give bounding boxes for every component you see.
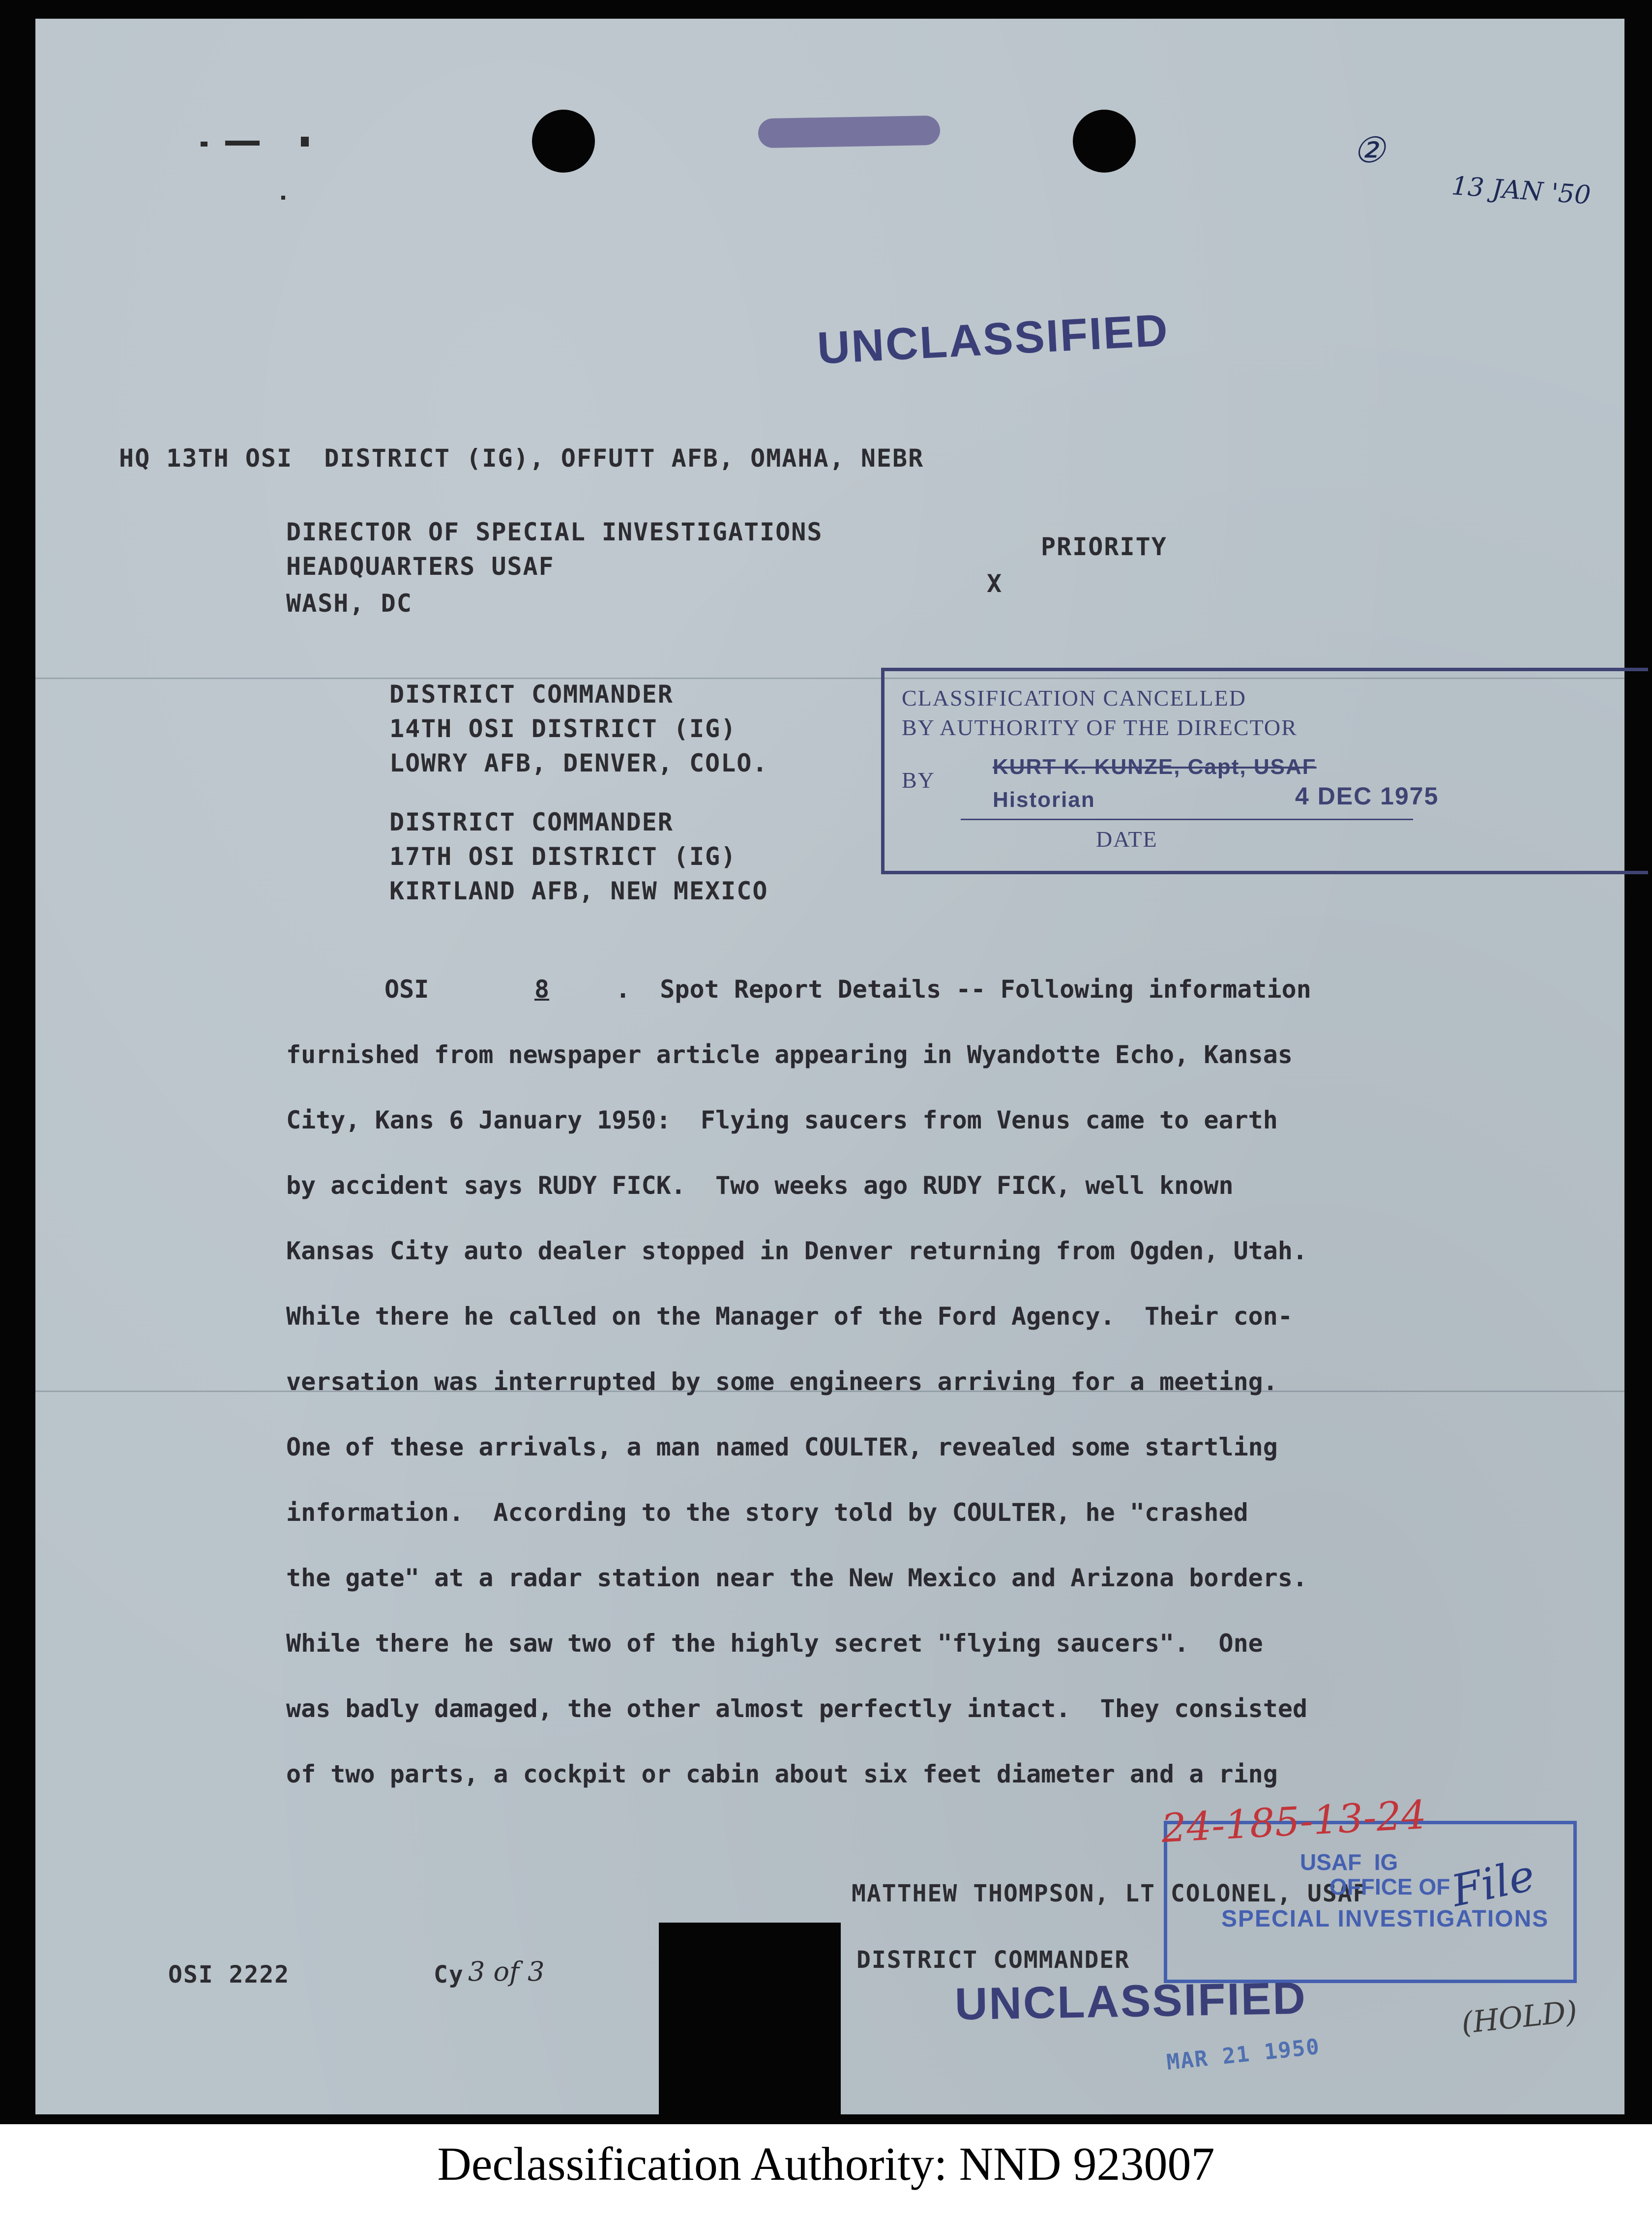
body-line-13: of two parts, a cockpit or cabin about six feet diameter and a ring: [286, 1760, 1278, 1788]
body-line-1: . Spot Report Details -- Following information: [616, 975, 1311, 1004]
punch-hole-right: [1073, 110, 1136, 173]
body-line-7: versation was interrupted by some engineers arriving for a meeting.: [286, 1367, 1278, 1396]
cancel-stamp-date-label: DATE: [1096, 827, 1158, 852]
copy1-line-2: 14TH OSI DISTRICT (IG): [389, 714, 737, 743]
body-line-3: City, Kans 6 January 1950: Flying saucers from Venus came to earth: [286, 1106, 1278, 1134]
copy2-line-3: KIRTLAND AFB, NEW MEXICO: [389, 877, 768, 905]
speck: [201, 142, 207, 147]
declassification-caption: Declassification Authority: NND 923007: [437, 2137, 1215, 2190]
priority-label: PRIORITY: [1041, 533, 1167, 561]
signature-name: MATTHEW THOMPSON, LT COLONEL, USAF: [852, 1880, 1368, 1907]
cancel-stamp-line-1: CLASSIFICATION CANCELLED: [902, 685, 1246, 711]
copy-of: 3 of 3: [468, 1956, 545, 1987]
cancel-stamp-name: KURT K. KUNZE, Capt, USAF: [993, 755, 1317, 779]
file-note-handwritten: File: [1447, 1849, 1539, 1917]
signature-title: DISTRICT COMMANDER: [856, 1946, 1130, 1974]
punch-hole-left: [532, 110, 595, 173]
received-date-stamp: MAR 21 1950: [1165, 2034, 1322, 2076]
body-line-9: information. According to the story told by COULTER, he "crashed: [286, 1498, 1248, 1527]
file-number-handwritten: 24-185-13-24: [1160, 1791, 1428, 1852]
cancel-stamp-line-2: BY AUTHORITY OF THE DIRECTOR: [902, 715, 1298, 740]
copy-prefix: Cy: [434, 1961, 464, 1988]
hold-note: (HOLD): [1459, 1994, 1579, 2041]
priority-mark: X: [987, 569, 1003, 598]
handwritten-date: 13 JAN '50: [1450, 171, 1592, 210]
addressee-line-1: DIRECTOR OF SPECIAL INVESTIGATIONS: [286, 518, 823, 546]
cancel-stamp-by-label: BY: [902, 768, 935, 793]
form-number: OSI 2222: [168, 1961, 290, 1988]
cancel-stamp-rule: [961, 819, 1413, 820]
unclassified-stamp-bottom: UNCLASSIFIED: [954, 1973, 1307, 2030]
osi-prefix: OSI: [384, 975, 429, 1004]
copy1-line-3: LOWRY AFB, DENVER, COLO.: [389, 749, 768, 777]
unclassified-stamp-top: UNCLASSIFIED: [816, 305, 1170, 374]
osi-number: 8: [534, 975, 550, 1004]
document-page: [35, 19, 1624, 2114]
copy1-line-1: DISTRICT COMMANDER: [389, 680, 674, 709]
usaf-stamp-line-2: OFFICE OF: [1329, 1874, 1450, 1899]
ink-smudge: [758, 116, 941, 148]
body-line-2: furnished from newspaper article appearing in Wyandotte Echo, Kansas: [286, 1040, 1293, 1069]
speck: [225, 141, 260, 146]
cancel-stamp-date: 4 DEC 1975: [1295, 782, 1439, 810]
page-cutout: [659, 1923, 841, 2124]
body-line-10: the gate" at a radar station near the New Mexico and Arizona borders.: [286, 1564, 1308, 1592]
case-number: ②: [1353, 129, 1385, 171]
body-line-12: was badly damaged, the other almost perfectly intact. They consisted: [286, 1694, 1308, 1723]
speck: [281, 196, 285, 200]
body-line-4: by accident says RUDY FICK. Two weeks ago RUDY FICK, well known: [286, 1171, 1234, 1200]
from-line: HQ 13TH OSI DISTRICT (IG), OFFUTT AFB, OMAHA, NEBR: [119, 444, 924, 473]
body-line-5: Kansas City auto dealer stopped in Denver returning from Ogden, Utah.: [286, 1237, 1308, 1265]
body-line-8: One of these arrivals, a man named COULTER, revealed some startling: [286, 1433, 1278, 1461]
addressee-line-3: WASH, DC: [286, 589, 413, 618]
copy2-line-1: DISTRICT COMMANDER: [389, 808, 674, 836]
addressee-line-2: HEADQUARTERS USAF: [286, 552, 555, 581]
speck: [301, 137, 309, 147]
body-line-11: While there he saw two of the highly secret "flying saucers". One: [286, 1629, 1263, 1658]
body-line-6: While there he called on the Manager of the Ford Agency. Their con-: [286, 1302, 1293, 1331]
cancel-stamp-title: Historian: [993, 788, 1095, 812]
classification-cancelled-stamp: [881, 668, 1648, 874]
usaf-stamp-line-1: USAF IG: [1300, 1849, 1398, 1875]
usaf-stamp-line-3: SPECIAL INVESTIGATIONS: [1221, 1906, 1549, 1932]
copy2-line-2: 17TH OSI DISTRICT (IG): [389, 842, 737, 871]
